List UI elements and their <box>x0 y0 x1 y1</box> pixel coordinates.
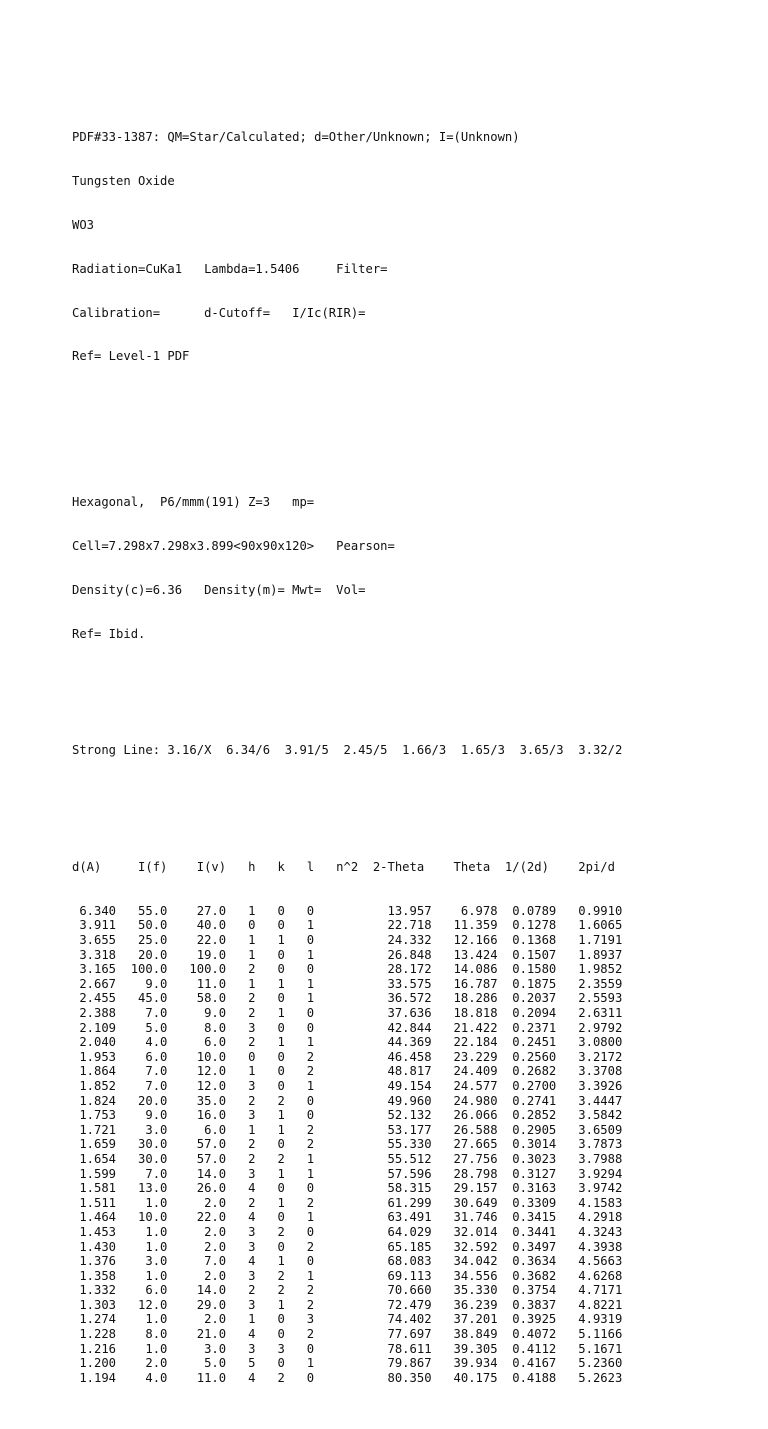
pdf-card-title: PDF#33-1387: QM=Star/Calculated; d=Other/Unknown; I=(Unknown) <box>72 130 520 145</box>
table-row: 1.228 8.0 21.0 4 0 2 77.697 38.849 0.4072 5.1166 <box>72 1327 623 1342</box>
chemical-formula: WO3 <box>72 217 95 232</box>
spacer <box>72 787 622 802</box>
table-row: 1.599 7.0 14.0 3 1 1 57.596 28.798 0.3127 3.9294 <box>72 1166 623 1181</box>
table-row: 1.194 4.0 11.0 4 2 0 80.350 40.175 0.4188 5.2623 <box>72 1370 623 1385</box>
pdf-card-document <box>72 72 622 1429</box>
peak-table <box>72 831 622 1415</box>
table-row: 2.667 9.0 11.0 1 1 1 33.575 16.787 0.1875 2.3559 <box>72 976 623 991</box>
table-row: 1.852 7.0 12.0 3 0 1 49.154 24.577 0.2700 3.3926 <box>72 1078 623 1093</box>
table-row: 1.376 3.0 7.0 4 1 0 68.083 34.042 0.3634 4.5663 <box>72 1254 623 1269</box>
spacer <box>72 422 622 437</box>
table-row: 6.340 55.0 27.0 1 0 0 13.957 6.978 0.0789 0.9910 <box>72 903 623 918</box>
table-row: 1.753 9.0 16.0 3 1 0 52.132 26.066 0.2852 3.5842 <box>72 1108 623 1123</box>
table-row: 1.332 6.0 14.0 2 2 2 70.660 35.330 0.3754 4.7171 <box>72 1283 623 1298</box>
table-row: 2.388 7.0 9.0 2 1 0 37.636 18.818 0.2094 2.6311 <box>72 1006 623 1020</box>
table-row: 1.721 3.0 6.0 1 1 2 53.177 26.588 0.2905 3.6509 <box>72 1122 623 1137</box>
table-row: 1.200 2.0 5.0 5 0 1 79.867 39.934 0.4167 5.2360 <box>72 1356 623 1371</box>
table-row: 1.216 1.0 3.0 3 3 0 78.611 39.305 0.4112 5.1671 <box>72 1341 623 1356</box>
table-row: 1.358 1.0 2.0 3 2 1 69.113 34.556 0.3682 4.6268 <box>72 1268 623 1283</box>
table-row: 1.659 30.0 57.0 2 0 2 55.330 27.665 0.3014 3.7873 <box>72 1137 623 1152</box>
table-row: 3.165 100.0 100.0 2 0 0 28.172 14.086 0.1580 1.9852 <box>72 962 623 977</box>
table-body <box>72 904 622 1386</box>
table-row: 3.318 20.0 19.0 1 0 1 26.848 13.424 0.1507 1.8937 <box>72 947 623 962</box>
strong-lines: Strong Line: 3.16/X 6.34/6 3.91/5 2.45/5 1.66/3 1.65/3 3.65/3 3.32/2 <box>72 743 623 758</box>
table-header: d(A) I(f) I(v) h k l n^2 2-Theta Theta 1/(2d) 2pi/d <box>72 860 615 875</box>
table-row: 1.464 10.0 22.0 4 0 1 63.491 31.746 0.3415 4.2918 <box>72 1210 623 1225</box>
table-row: 1.864 7.0 12.0 1 0 2 48.817 24.409 0.2682 3.3708 <box>72 1064 623 1079</box>
table-row: 3.655 25.0 22.0 1 1 0 24.332 12.166 0.1368 1.7191 <box>72 933 623 948</box>
crystal-reference: Ref= Ibid. <box>72 626 146 641</box>
table-row: 2.109 5.0 8.0 3 0 0 42.844 21.422 0.2371 2.9792 <box>72 1020 623 1035</box>
table-row: 3.911 50.0 40.0 0 0 1 22.718 11.359 0.1278 1.6065 <box>72 918 623 933</box>
calibration-info: Calibration= d-Cutoff= I/Ic(RIR)= <box>72 305 366 320</box>
table-row: 1.430 1.0 2.0 3 0 2 65.185 32.592 0.3497 4.3938 <box>72 1239 623 1254</box>
cell-parameters: Cell=7.298x7.298x3.899<90x90x120> Pearson= <box>72 539 395 553</box>
reference-line: Ref= Level-1 PDF <box>72 349 190 364</box>
table-row: 1.953 6.0 10.0 0 0 2 46.458 23.229 0.2560 3.2172 <box>72 1049 623 1064</box>
table-row: 1.511 1.0 2.0 2 1 2 61.299 30.649 0.3309 4.1583 <box>72 1195 623 1210</box>
table-row: 1.824 20.0 35.0 2 2 0 49.960 24.980 0.2741 3.4447 <box>72 1093 623 1108</box>
spacer <box>72 700 622 715</box>
crystal-system: Hexagonal, P6/mmm(191) Z=3 mp= <box>72 495 315 510</box>
table-row: 1.581 13.0 26.0 4 0 0 58.315 29.157 0.3163 3.9742 <box>72 1181 623 1196</box>
table-row: 1.654 30.0 57.0 2 2 1 55.512 27.756 0.3023 3.7988 <box>72 1151 623 1166</box>
table-row: 2.040 4.0 6.0 2 1 1 44.369 22.184 0.2451 3.0800 <box>72 1035 623 1050</box>
density-info: Density(c)=6.36 Density(m)= Mwt= Vol= <box>72 582 366 597</box>
table-row: 1.274 1.0 2.0 1 0 3 74.402 37.201 0.3925 4.9319 <box>72 1312 623 1327</box>
radiation-info: Radiation=CuKa1 Lambda=1.5406 Filter= <box>72 261 388 276</box>
crystal-block <box>72 466 622 670</box>
table-row: 1.303 12.0 29.0 3 1 2 72.479 36.239 0.3837 4.8221 <box>72 1297 623 1312</box>
compound-name: Tungsten Oxide <box>72 174 175 189</box>
header-block <box>72 101 622 393</box>
table-row: 2.455 45.0 58.0 2 0 1 36.572 18.286 0.2037 2.5593 <box>72 991 623 1006</box>
table-row: 1.453 1.0 2.0 3 2 0 64.029 32.014 0.3441 4.3243 <box>72 1224 623 1239</box>
